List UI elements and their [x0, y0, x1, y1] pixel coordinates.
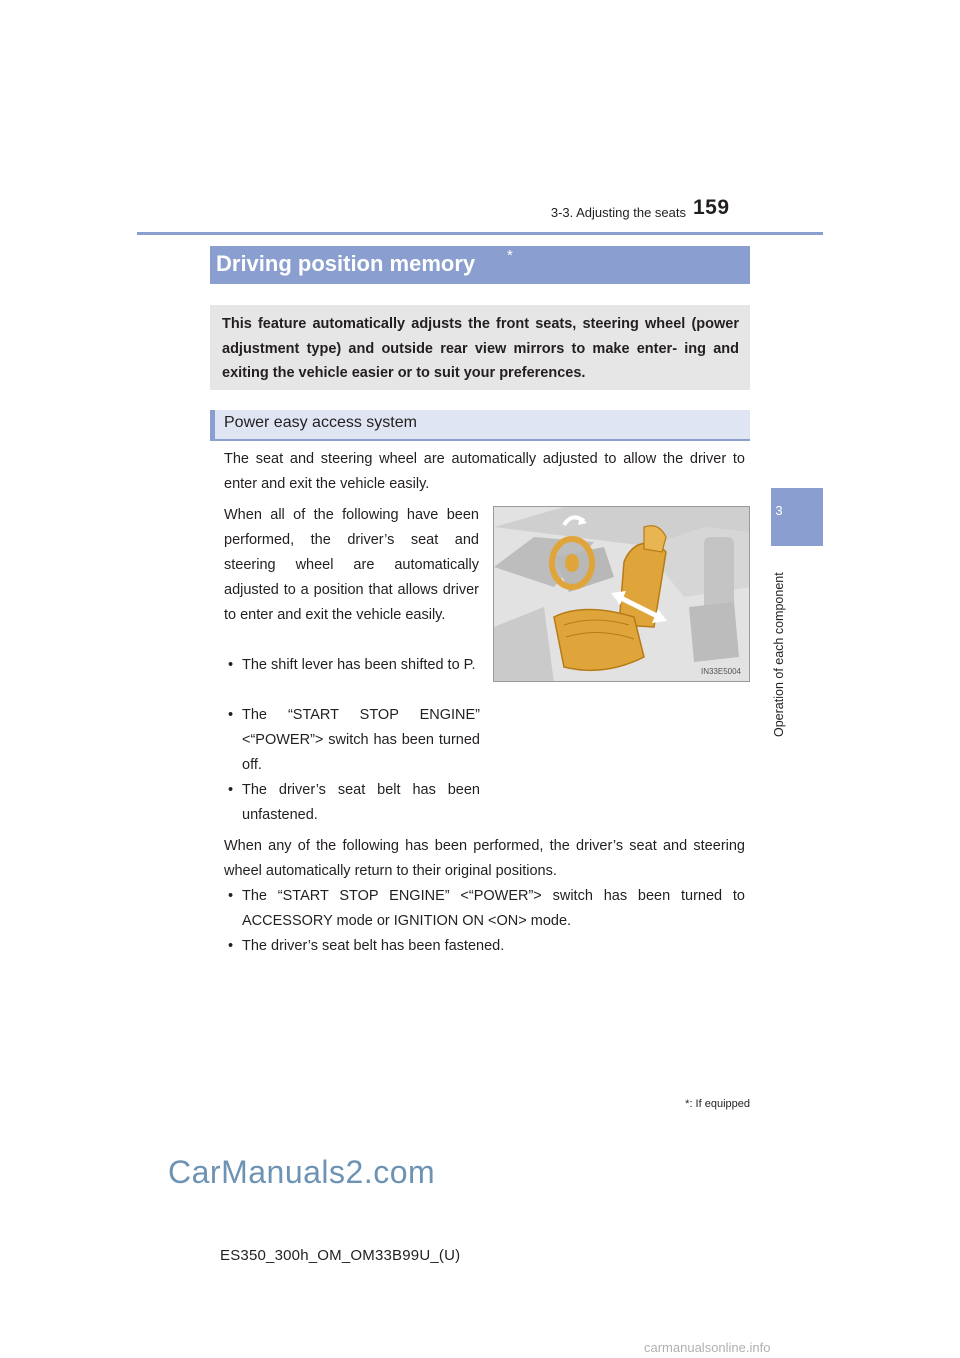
intro-text: This feature automatically adjusts the front seats, steering wheel (power adjustment type) and outside rear view mirrors to make enter- ing and exiting the vehicle easier or to suit your preferences. — [222, 316, 739, 381]
chapter-number: 3 — [775, 503, 783, 518]
figure-code: IN33E5004 — [700, 667, 741, 676]
paragraph-conditions: When all of the following have been performed, the driver’s seat and steering wheel are automatically adjusted to a position that allows driver to enter and exit the vehicle easily. — [224, 507, 479, 623]
bullet-marker: • — [228, 707, 234, 723]
bullet-marker: • — [228, 782, 234, 798]
chapter-label-text: Operation of each component — [772, 572, 786, 738]
chapter-label — [766, 560, 792, 750]
watermark-footer: carmanualsonline.info — [644, 1340, 771, 1355]
bullet-marker: • — [228, 888, 234, 904]
paragraph-return: When any of the following has been performed, the driver’s seat and steering wheel automatically return to their original positions. — [224, 838, 745, 879]
seat-illustration-svg — [494, 507, 750, 682]
header-section: 3-3. Adjusting the seats — [550, 205, 686, 220]
bullet-belt-unfastened: The driver’s seat belt has been unfastened. — [242, 782, 480, 823]
bullet-marker: • — [228, 938, 234, 954]
footnote — [666, 1098, 750, 1110]
bullet-marker: • — [228, 657, 234, 673]
page-number: 159 — [693, 196, 730, 219]
footnote-asterisk: * — [685, 1098, 690, 1110]
page-title: Driving position memory — [216, 251, 476, 276]
bullet-switch-accessory: The “START STOP ENGINE” <“POWER”> switch has been turned to ACCESSORY mode or IGNITION ON <ON> mode. — [242, 888, 745, 929]
footnote-text: : If equipped — [689, 1098, 750, 1110]
document-id: ES350_300h_OM_OM33B99U_(U) — [220, 1247, 461, 1264]
paragraph-intro: The seat and steering wheel are automatically adjusted to allow the driver to enter and exit the vehicle easily. — [224, 451, 745, 492]
seat-illustration — [493, 506, 750, 682]
header-rule — [137, 232, 823, 235]
subsection-title: Power easy access system — [224, 414, 417, 431]
subsection-accent — [210, 410, 215, 441]
bullet-belt-fastened: The driver’s seat belt has been fastened. — [242, 938, 505, 954]
bullet-switch-off: The “START STOP ENGINE” <“POWER”> switch has been turned off. — [242, 707, 480, 773]
watermark-logo: CarManuals2.com — [168, 1154, 436, 1190]
bullet-shift-lever: The shift lever has been shifted to P. — [242, 657, 476, 673]
title-asterisk: * — [507, 247, 513, 264]
